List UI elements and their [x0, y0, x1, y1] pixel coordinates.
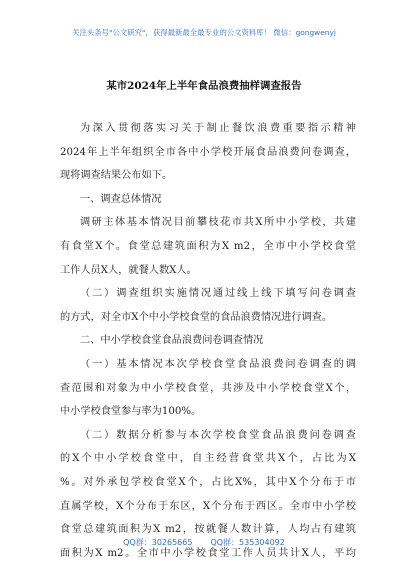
- qq-group-1: QQ群：30265665: [123, 538, 193, 547]
- document-body: [60, 117, 356, 565]
- body-line: %。对外承包学校食堂X个，占比X%，其中X个分布于市: [60, 476, 356, 488]
- body-line: 直属学校，X个分布于东区，X个分布于西区。全市中小学校: [60, 500, 356, 512]
- body-line: （二）调查组织实施情况通过线上线下填写问卷调查: [80, 288, 356, 300]
- qq-group-2: QQ群：535304092: [210, 538, 285, 547]
- body-line: （一）基本情况本次学校食堂食品浪费问卷调查的调: [80, 358, 356, 370]
- body-line: 中小学校食堂参与率为100%。: [60, 406, 202, 418]
- footer: [0, 537, 408, 548]
- body-line: 食堂总建筑面积为X m2，按就餐人数计算，人均占有建筑: [60, 524, 356, 536]
- body-line: 有食堂X个。食堂总建筑面积为X m2，全市中小学校食堂: [60, 240, 356, 252]
- body-line: 查范围和对象为中小学校食堂，共涉及中小学校食堂X个，: [60, 382, 356, 394]
- body-line: 的方式，对全市X个中小学校食堂的食品浪费情况进行调查。: [60, 311, 333, 323]
- body-line: 调研主体基本情况目前攀枝花市共X所中小学校，共建: [80, 217, 356, 229]
- body-line: （二）数据分析参与本次学校食堂食品浪费问卷调查: [80, 429, 356, 441]
- body-line: 二、中小学校食堂食品浪费问卷调查情况: [80, 335, 264, 347]
- body-line: 工作人员X人，就餐人数X人。: [60, 264, 197, 276]
- document-title: 某市2024年上半年食品浪费抽样调查报告: [106, 80, 302, 92]
- body-line: 一、调查总体情况: [80, 193, 162, 205]
- body-line: 2024年上半年组织全市各中小学校开展食品浪费问卷调查，: [60, 146, 356, 158]
- body-line: 面积为X m2。全市中小学校食堂工作人员共计X人，平均: [60, 547, 356, 559]
- body-line: 现将调查结果公布如下。: [60, 170, 173, 182]
- header-banner: 关注头条号"公文研究"，获得最新最全最专业的公文资料库！ 微信：gongwenyj: [72, 28, 336, 37]
- body-line: 为深入贯彻落实习关于制止餐饮浪费重要指示精神: [80, 123, 356, 134]
- body-line: 的X个中小学校食堂中，自主经营食堂共X个，占比为X: [60, 453, 356, 465]
